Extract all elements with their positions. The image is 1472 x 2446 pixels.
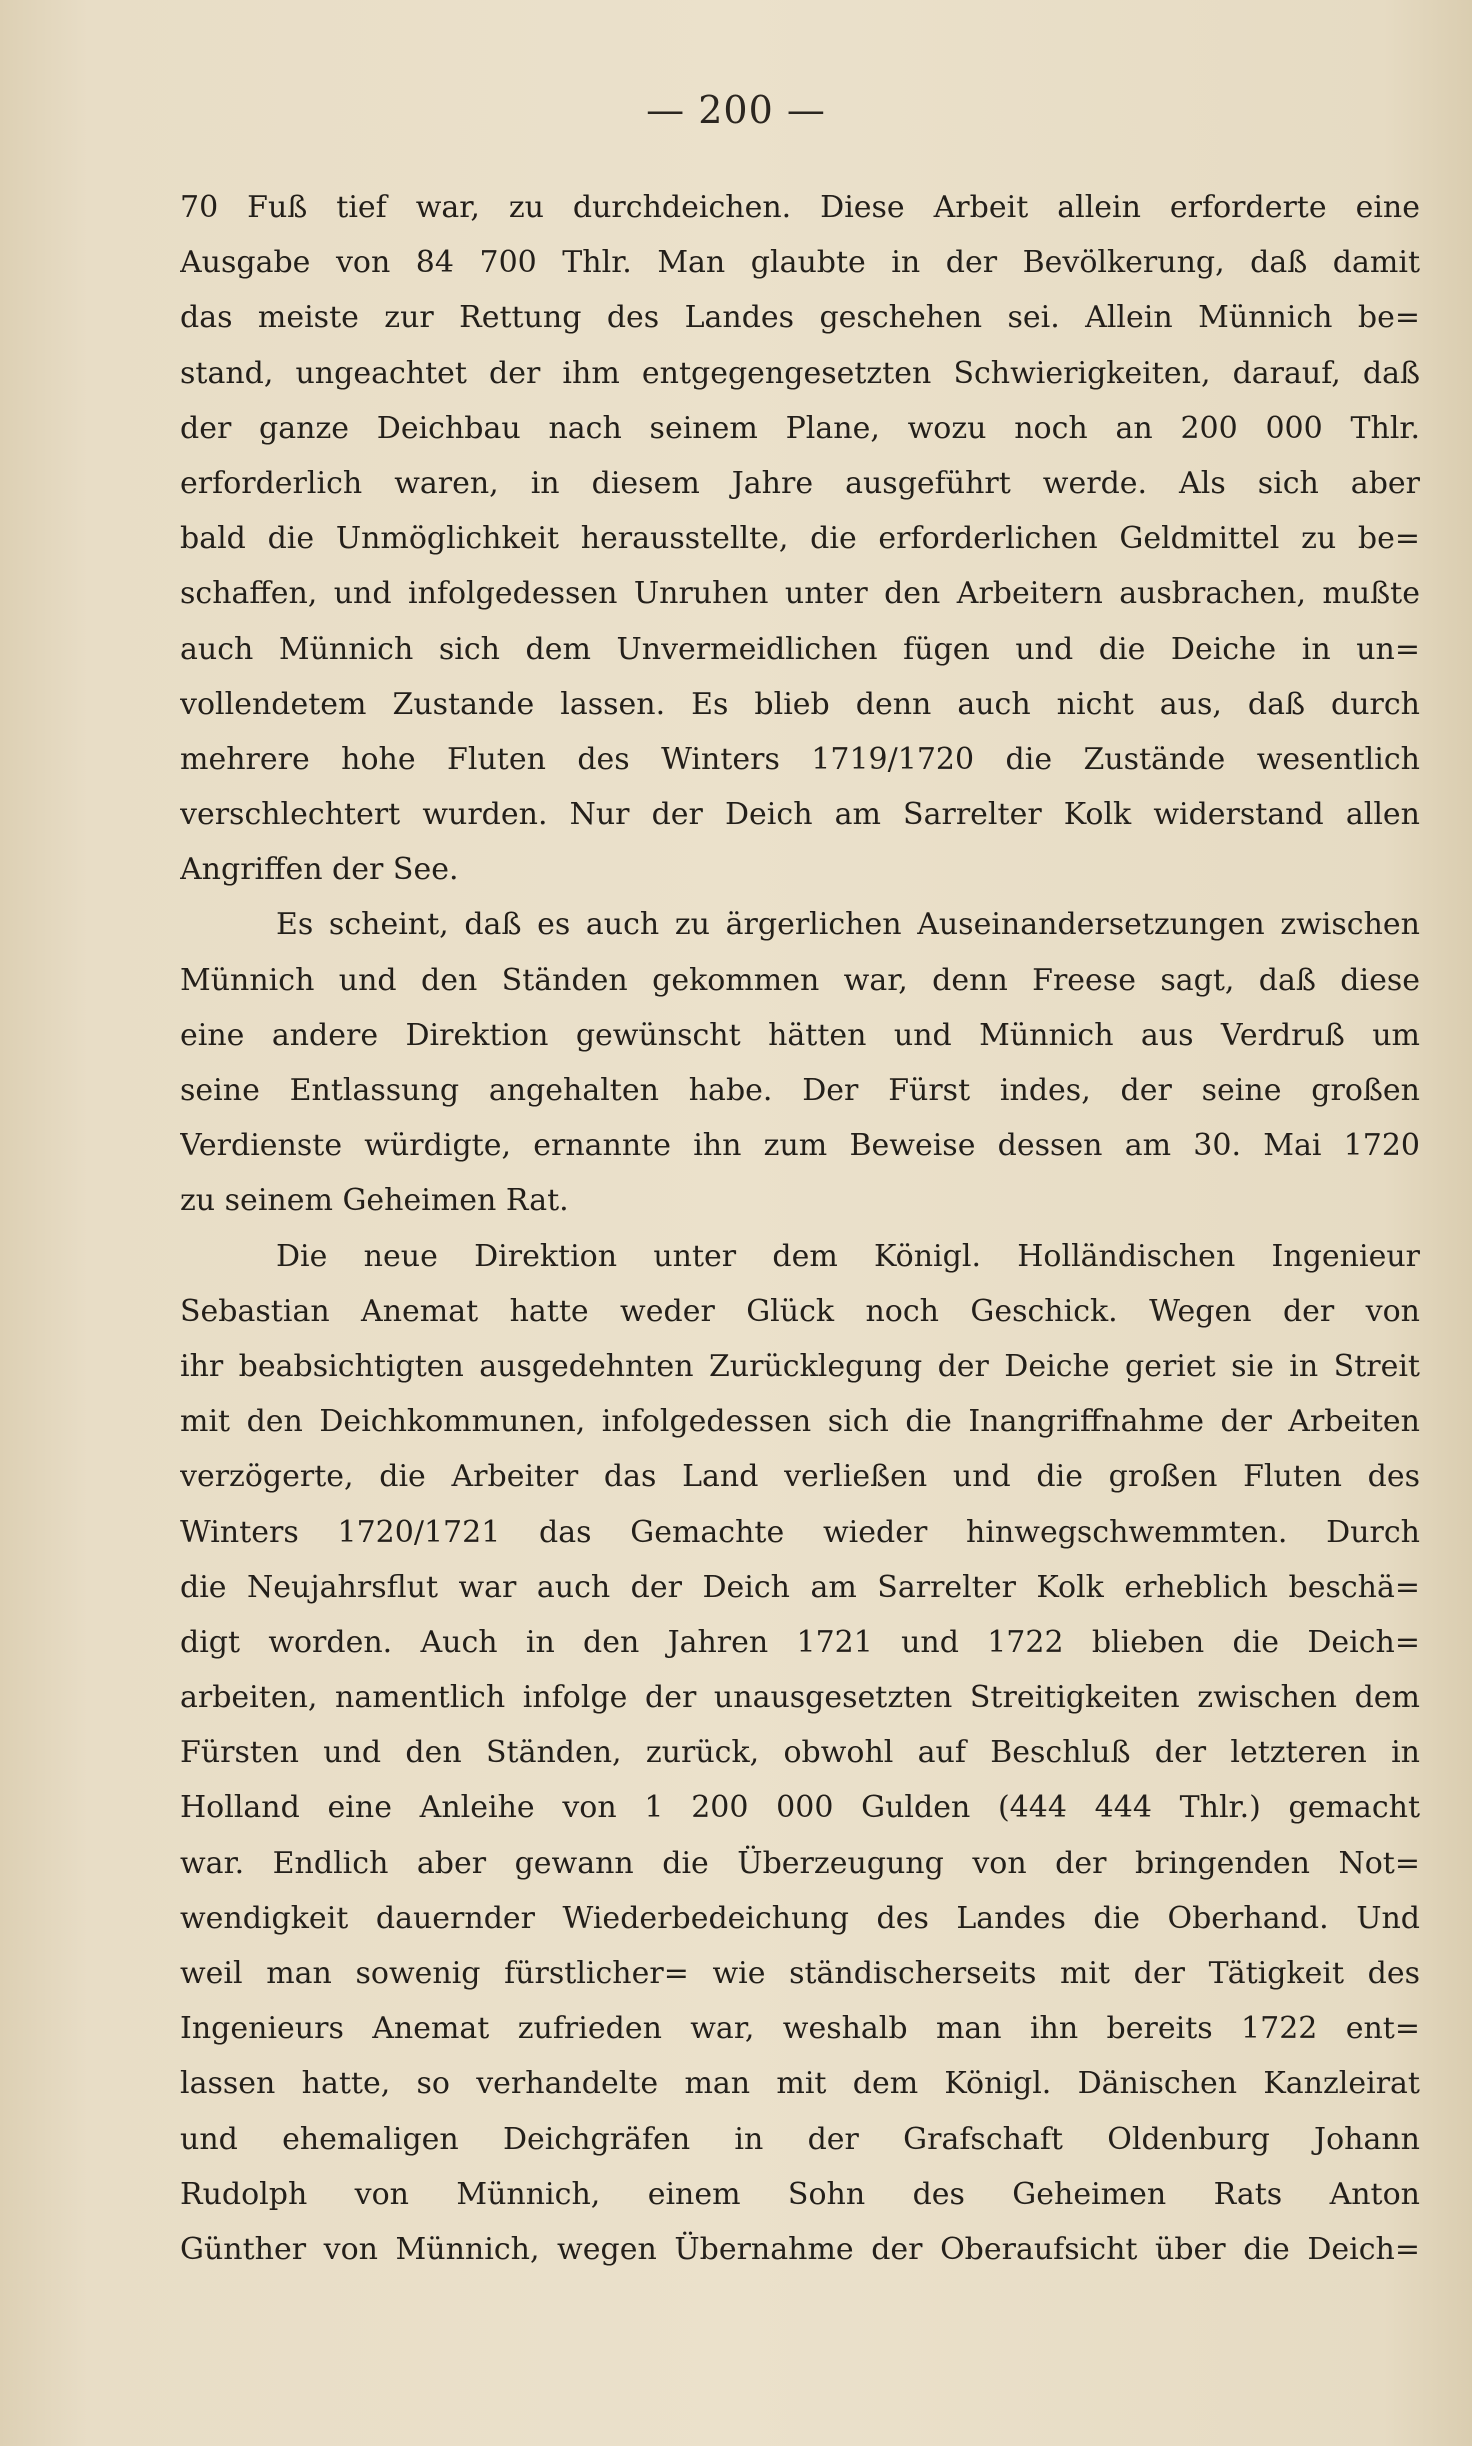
text-line: war. Endlich aber gewann die Überzeugung von der bringenden Not= [180, 1845, 1420, 1881]
text-line: Rudolph von Münnich, einem Sohn des Geheimen Rats Anton [180, 2176, 1420, 2212]
text-line: lassen hatte, so verhandelte man mit dem Königl. Dänischen Kanzleirat [180, 2066, 1420, 2102]
text-line: Die neue Direktion unter dem Königl. Holländischen Ingenieur [276, 1238, 1420, 1274]
text-line: Günther von Münnich, wegen Übernahme der Oberaufsicht über die Deich= [180, 2231, 1420, 2267]
text-line: Sebastian Anemat hatte weder Glück noch Geschick. Wegen der von [180, 1293, 1420, 1329]
text-line: bald die Unmöglichkeit herausstellte, die erforderlichen Geldmittel zu be= [180, 521, 1420, 557]
text-line: Verdienste würdigte, ernannte ihn zum Beweise dessen am 30. Mai 1720 [180, 1128, 1420, 1164]
text-line: zu seinem Geheimen Rat. [180, 1183, 569, 1219]
text-line: stand, ungeachtet der ihm entgegengesetzten Schwierigkeiten, darauf, daß [180, 355, 1420, 391]
text-line: wendigkeit dauernder Wiederbedeichung des Landes die Oberhand. Und [180, 1900, 1420, 1936]
text-line: Es scheint, daß es auch zu ärgerlichen Auseinandersetzungen zwischen [276, 907, 1420, 943]
text-line: verzögerte, die Arbeiter das Land verließen und die großen Fluten des [180, 1459, 1420, 1495]
text-line: der ganze Deichbau nach seinem Plane, wozu noch an 200 000 Thlr. [180, 410, 1420, 446]
text-line: weil man sowenig fürstlicher= wie ständischerseits mit der Tätigkeit des [180, 1956, 1420, 1991]
page-number: — 200 — [646, 88, 826, 132]
text-line: eine andere Direktion gewünscht hätten und Münnich aus Verdruß um [180, 1017, 1420, 1053]
body-text [180, 180, 1420, 2277]
text-line: Angriffen der See. [180, 852, 459, 888]
text-line: Ingenieurs Anemat zufrieden war, weshalb man ihn bereits 1722 ent= [180, 2011, 1420, 2047]
text-line: digt worden. Auch in den Jahren 1721 und 1722 blieben die Deich= [180, 1624, 1420, 1660]
text-line: auch Münnich sich dem Unvermeidlichen fügen und die Deiche in un= [180, 631, 1420, 667]
text-line: arbeiten, namentlich infolge der unausgesetzten Streitigkeiten zwischen dem [180, 1680, 1420, 1716]
text-line: ihr beabsichtigten ausgedehnten Zurücklegung der Deiche geriet sie in Streit [180, 1348, 1420, 1384]
text-line: und ehemaligen Deichgräfen in der Grafschaft Oldenburg Johann [180, 2121, 1420, 2157]
text-line: das meiste zur Rettung des Landes geschehen sei. Allein Münnich be= [180, 300, 1420, 336]
text-line: erforderlich waren, in diesem Jahre ausgeführt werde. Als sich aber [180, 465, 1420, 501]
text-line: die Neujahrsflut war auch der Deich am Sarrelter Kolk erheblich beschä= [180, 1569, 1420, 1605]
text-line: 70 Fuß tief war, zu durchdeichen. Diese Arbeit allein erforderte eine [180, 190, 1420, 225]
text-line: schaffen, und infolgedessen Unruhen unter den Arbeitern ausbrachen, mußte [180, 576, 1420, 612]
text-line: seine Entlassung angehalten habe. Der Fürst indes, der seine großen [180, 1073, 1420, 1108]
text-line: Winters 1720/1721 das Gemachte wieder hinwegschwemmten. Durch [180, 1514, 1420, 1550]
text-line: Ausgabe von 84 700 Thlr. Man glaubte in der Bevölkerung, daß damit [180, 245, 1420, 281]
text-line: vollendetem Zustande lassen. Es blieb denn auch nicht aus, daß durch [180, 686, 1420, 722]
text-line: Münnich und den Ständen gekommen war, denn Freese sagt, daß diese [180, 962, 1420, 998]
text-line: mit den Deichkommunen, infolgedessen sich die Inangriffnahme der Arbeiten [180, 1404, 1420, 1440]
text-line: Holland eine Anleihe von 1 200 000 Gulden (444 444 Thlr.) gemacht [180, 1790, 1420, 1826]
text-line: mehrere hohe Fluten des Winters 1719/1720 die Zustände wesentlich [180, 741, 1420, 777]
text-line: Fürsten und den Ständen, zurück, obwohl auf Beschluß der letzteren in [180, 1735, 1420, 1771]
text-line: verschlechtert wurden. Nur der Deich am Sarrelter Kolk widerstand allen [180, 797, 1420, 833]
